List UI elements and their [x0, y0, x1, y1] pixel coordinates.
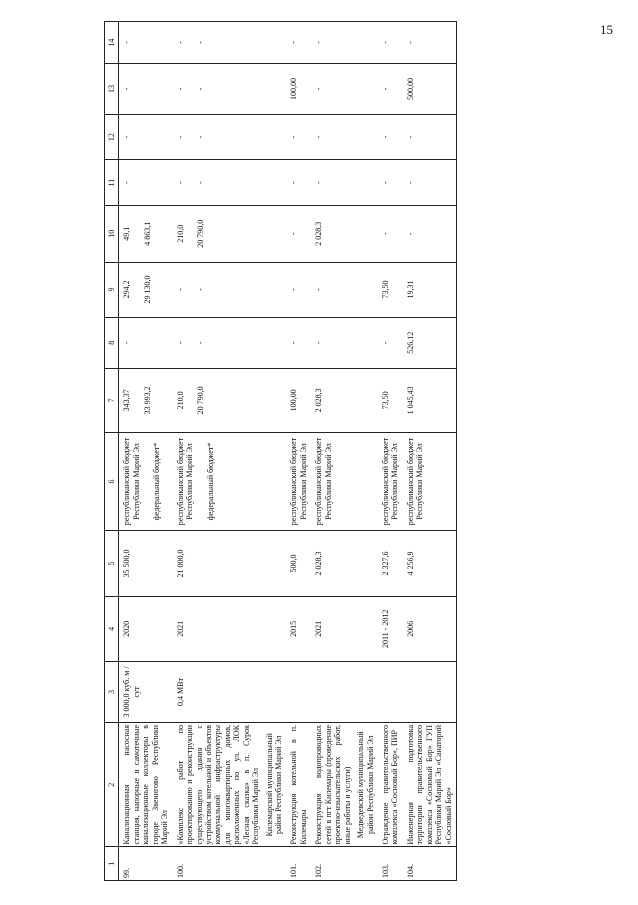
amount-value: 100,00	[289, 78, 299, 101]
amount-value: -	[380, 87, 390, 91]
table-body	[119, 22, 457, 881]
amount-value: -	[196, 288, 206, 291]
col-14-cell	[173, 22, 287, 64]
capacity-cell: 0,4 МВт	[173, 661, 287, 722]
col-14-cell	[119, 22, 173, 64]
amount-value: -	[314, 41, 324, 44]
funding-source: республиканский бюджет Республики Марий Эл	[175, 437, 195, 526]
amount-value: -	[314, 181, 324, 184]
amount-value: -	[289, 181, 299, 184]
amount-value: -	[289, 288, 299, 291]
amount-value: 210,0	[175, 391, 185, 410]
row-number: 99.	[119, 847, 173, 881]
col-14-cell	[403, 22, 457, 64]
amount-value: -	[122, 87, 132, 91]
amount-value: -	[380, 341, 390, 345]
column-number-4: 4	[105, 596, 119, 661]
amount-value: -	[289, 341, 299, 345]
amount-value: 343,37	[122, 389, 132, 412]
col-10-cell	[286, 205, 311, 262]
amount-value: -	[380, 232, 390, 236]
col-7-cell	[119, 369, 173, 433]
amount-value: 4 863,1	[142, 221, 152, 246]
year-cell: 2006	[403, 596, 457, 661]
amount-value: 49,1	[122, 226, 132, 241]
col-13-cell	[378, 64, 403, 115]
col-14-cell	[378, 22, 403, 64]
table-row	[119, 22, 173, 881]
amount-value: -	[314, 341, 324, 345]
col-8-cell	[286, 317, 311, 369]
amount-value: 20 790,0	[196, 219, 206, 248]
capacity-cell	[403, 661, 457, 722]
col-12-cell	[173, 114, 287, 160]
object-name: Реконструкция котельной в п. Килемары	[289, 724, 308, 845]
col-10-cell	[173, 205, 287, 262]
funding-source: республиканский бюджет Республики Марий Эл	[314, 437, 333, 526]
object-name-cell	[378, 722, 403, 847]
amount-value: 73,50	[380, 280, 390, 299]
amount-value: -	[380, 181, 390, 184]
column-number-6: 6	[105, 432, 119, 531]
column-number-2: 2	[105, 722, 119, 847]
col-14-cell	[311, 22, 378, 64]
amount-value: 2 028,3	[314, 388, 324, 413]
col-9-cell	[286, 262, 311, 317]
cost-cell: 35 500,0	[119, 531, 173, 596]
amount-value: 29 130,0	[142, 275, 152, 304]
capacity-cell	[286, 661, 311, 722]
col-11-cell	[119, 160, 173, 206]
funding-source: федеральный бюджет*	[205, 442, 215, 521]
col-10-cell	[311, 205, 378, 262]
amount-value: -	[289, 232, 299, 236]
amount-value: -	[175, 181, 185, 184]
col-12-cell	[311, 114, 378, 160]
funding-source: республиканский бюджет Республики Марий Эл	[380, 437, 400, 526]
amount-value: 33 993,2	[142, 386, 152, 415]
col-14-cell	[286, 22, 311, 64]
column-number-5: 5	[105, 531, 119, 596]
col-8-cell	[378, 317, 403, 369]
amount-value: -	[175, 41, 185, 44]
table-row	[378, 22, 403, 881]
col-13-cell	[119, 64, 173, 115]
col-9-cell	[173, 262, 287, 317]
amount-value: -	[405, 135, 415, 139]
amount-value: -	[196, 135, 206, 139]
col-6-cell	[173, 432, 287, 531]
row-number: 102.	[311, 847, 378, 881]
column-number-8: 8	[105, 317, 119, 369]
col-6-cell	[378, 432, 403, 531]
cost-cell: 2 028,3	[311, 531, 378, 596]
col-9-cell	[119, 262, 173, 317]
column-number-12: 12	[105, 114, 119, 160]
rotated-table-region	[104, 21, 624, 881]
amount-value: -	[122, 135, 132, 139]
objects-table	[104, 21, 457, 881]
amount-value: -	[380, 41, 390, 44]
column-number-1: 1	[105, 847, 119, 881]
amount-value: -	[196, 181, 206, 184]
col-9-cell	[403, 262, 457, 317]
row-number: 101.	[286, 847, 311, 881]
column-number-11: 11	[105, 160, 119, 206]
col-6-cell	[286, 432, 311, 531]
col-13-cell	[173, 64, 287, 115]
amount-value: -	[175, 288, 185, 291]
amount-value: -	[122, 181, 132, 184]
year-cell: 2021	[173, 596, 287, 661]
column-number-14: 14	[105, 22, 119, 64]
funding-source: республиканский бюджет Республики Марий Эл	[405, 437, 425, 526]
amount-value: 1 045,43	[405, 386, 415, 415]
cost-cell: 2 327,6	[378, 531, 403, 596]
object-name-cell	[403, 722, 457, 847]
column-number-7: 7	[105, 369, 119, 433]
object-name: «Комплекс работ по проектированию и реконструкции существующего здания с устройством котельной и объектов коммунальной инфраструктуры для многоквартирных домов, расположенных по ул. ЛОК «Лесная сказка» в п. Сурок Республики Марий Эл	[175, 724, 261, 845]
col-8-cell	[119, 317, 173, 369]
year-cell: 2020	[119, 596, 173, 661]
amount-value: -	[314, 135, 324, 139]
col-11-cell	[378, 160, 403, 206]
funding-source: республиканский бюджет Республики Марий Эл	[122, 437, 141, 526]
col-6-cell	[119, 432, 173, 531]
amount-value: -	[405, 181, 415, 184]
amount-value: -	[122, 341, 132, 345]
col-9-cell	[311, 262, 378, 317]
capacity-cell	[311, 661, 378, 722]
amount-value: 19,31	[405, 280, 415, 299]
col-7-cell	[311, 369, 378, 433]
district-subheading: Килемарский муниципальный район Республики Марий Эл	[264, 733, 283, 837]
amount-value: -	[405, 232, 415, 236]
col-12-cell	[119, 114, 173, 160]
object-name-cell	[173, 722, 287, 847]
amount-value: -	[196, 41, 206, 44]
col-7-cell	[286, 369, 311, 433]
amount-value: -	[314, 288, 324, 291]
amount-value: -	[289, 135, 299, 139]
column-number-9: 9	[105, 262, 119, 317]
col-8-cell	[403, 317, 457, 369]
funding-source: республиканский бюджет Республики Марий Эл	[289, 437, 308, 526]
col-12-cell	[403, 114, 457, 160]
amount-value: -	[289, 41, 299, 44]
col-11-cell	[286, 160, 311, 206]
row-number: 103.	[378, 847, 403, 881]
column-number-3: 3	[105, 661, 119, 722]
col-12-cell	[286, 114, 311, 160]
col-10-cell	[119, 205, 173, 262]
col-13-cell	[311, 64, 378, 115]
col-7-cell	[173, 369, 287, 433]
column-number-13: 13	[105, 64, 119, 115]
amount-value: -	[122, 41, 132, 44]
amount-value: -	[405, 41, 415, 44]
table-row	[173, 22, 287, 881]
page-number: 15	[600, 22, 613, 37]
amount-value: -	[380, 135, 390, 139]
amount-value: 500,00	[405, 78, 415, 101]
capacity-cell	[378, 661, 403, 722]
col-8-cell	[173, 317, 287, 369]
col-11-cell	[403, 160, 457, 206]
cost-cell: 4 256,9	[403, 531, 457, 596]
district-subheading: Медведевский муниципальный район Республики Марий Эл	[356, 731, 375, 839]
amount-value: 20 790,0	[196, 386, 206, 415]
amount-value: -	[196, 341, 206, 345]
year-cell: 2015	[286, 596, 311, 661]
object-name: Инженерная подготовка территории правительственного комплекса «Сосновый Бор» ГУП Республики Марий Эл «Санаторий «Сосновый Бор»	[405, 724, 453, 845]
amount-value: 294,2	[122, 280, 132, 299]
col-8-cell	[311, 317, 378, 369]
object-name-cell	[311, 722, 378, 847]
cost-cell: 500,0	[286, 531, 311, 596]
col-11-cell	[311, 160, 378, 206]
row-number: 100.	[173, 847, 287, 881]
col-10-cell	[403, 205, 457, 262]
col-9-cell	[378, 262, 403, 317]
funding-source: федеральный бюджет*	[152, 442, 162, 521]
object-name-cell	[286, 722, 311, 847]
col-7-cell	[403, 369, 457, 433]
object-name: Ограждение правительственного комплекса «Сосновый Бор», ПИР	[380, 724, 400, 845]
column-number-header-row	[105, 22, 119, 881]
column-number-10: 10	[105, 205, 119, 262]
table-row	[311, 22, 378, 881]
table-row	[403, 22, 457, 881]
col-11-cell	[173, 160, 287, 206]
row-number: 104.	[403, 847, 457, 881]
col-13-cell	[403, 64, 457, 115]
amount-value: -	[175, 87, 185, 91]
col-6-cell	[403, 432, 457, 531]
amount-value: -	[175, 135, 185, 139]
amount-value: 100,00	[289, 389, 299, 412]
amount-value: -	[314, 87, 324, 91]
year-cell: 2011 - 2012	[378, 596, 403, 661]
table-row	[286, 22, 311, 881]
amount-value: 526,12	[405, 331, 415, 354]
col-13-cell	[286, 64, 311, 115]
cost-cell: 21 000,0	[173, 531, 287, 596]
amount-value: 73,50	[380, 391, 390, 410]
amount-value: 2 028,3	[314, 221, 324, 246]
amount-value: -	[196, 87, 206, 91]
amount-value: 210,0	[175, 224, 185, 243]
year-cell: 2021	[311, 596, 378, 661]
object-name: Реконструкция водопроводных сетей в пгт Килемары (проведение проектно-изыскательских работ, иные работы и услуги)	[314, 724, 352, 845]
col-6-cell	[311, 432, 378, 531]
amount-value: -	[175, 341, 185, 345]
col-7-cell	[378, 369, 403, 433]
capacity-cell: 3 000,0 куб. м / сут	[119, 661, 173, 722]
col-10-cell	[378, 205, 403, 262]
col-12-cell	[378, 114, 403, 160]
object-name: Канализационная насосная станция, напорные и самотечные канализационные коллекторы в городе Звенигово Республики Марий Эл	[122, 724, 170, 845]
object-name-cell	[119, 722, 173, 847]
